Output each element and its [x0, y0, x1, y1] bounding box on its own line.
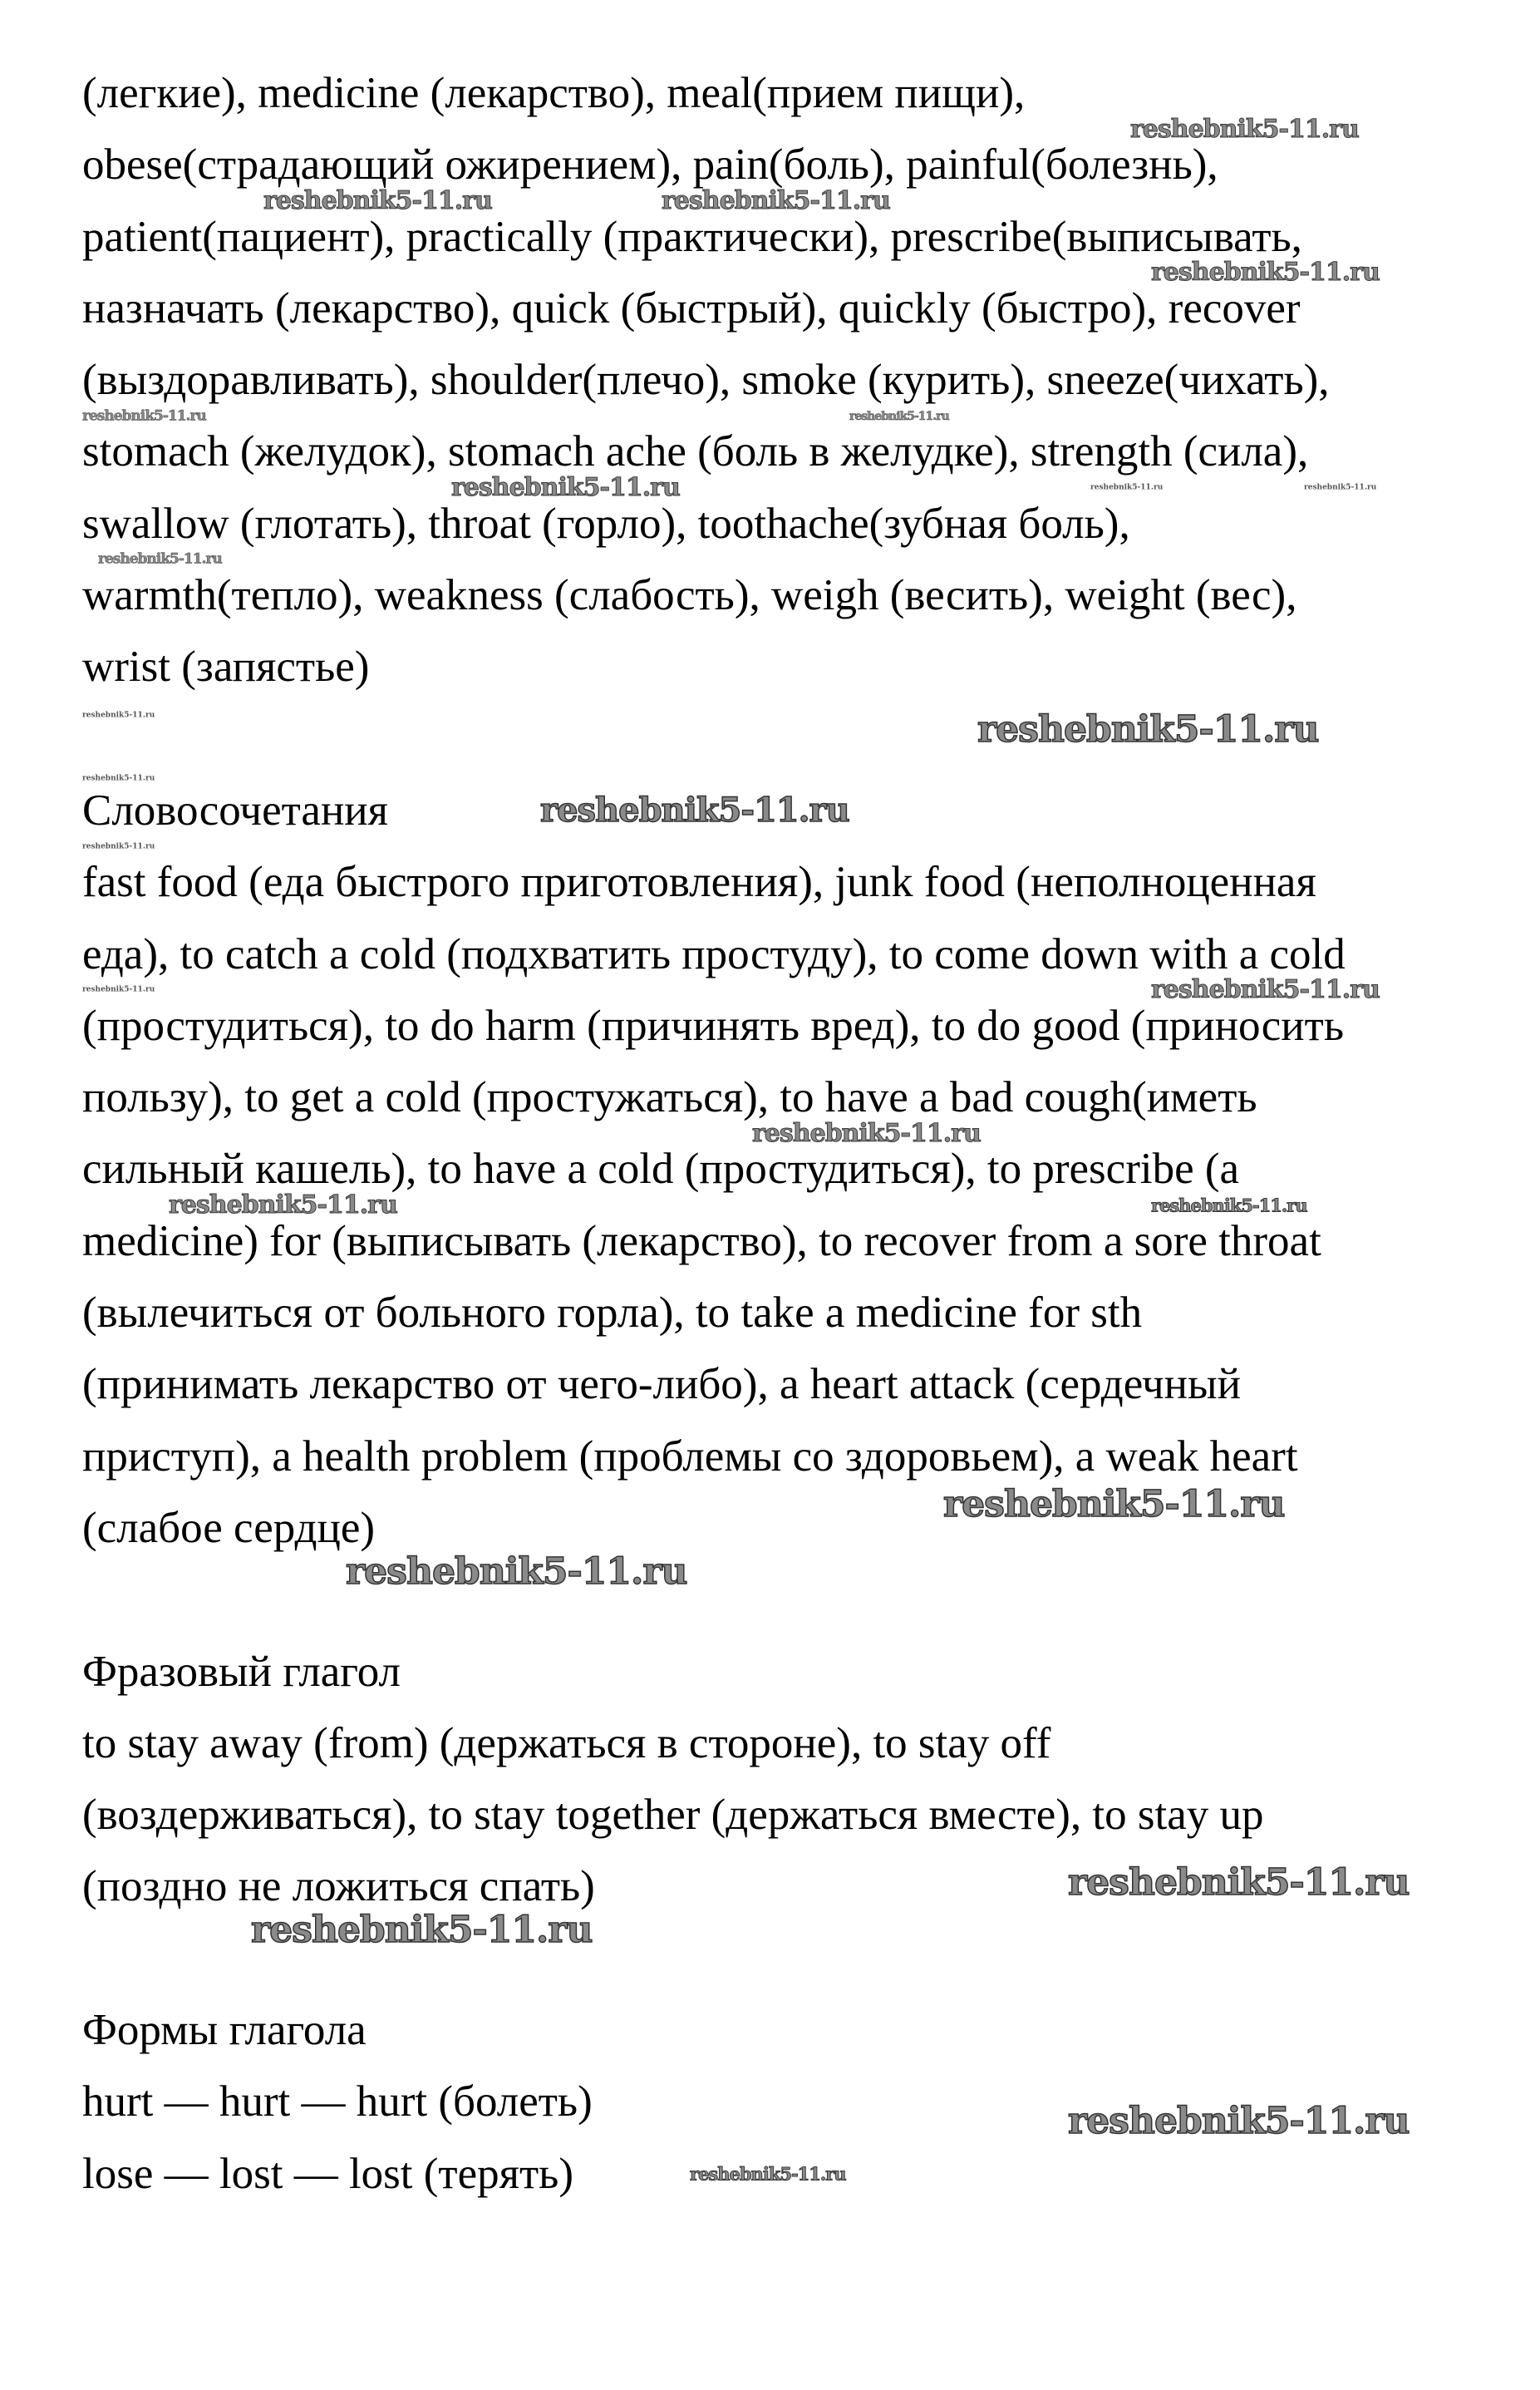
- blank-line: [82, 1578, 83, 1622]
- watermark: reshebnik5-11.ru: [662, 186, 890, 215]
- watermark: reshebnik5-11.ru: [82, 711, 155, 720]
- text-line: patient(пациент), practically (практически), prescribe(выписывать,: [82, 212, 1302, 261]
- text-line: fast food (еда быстрого приготовления), junk food (неполноценная: [82, 858, 1316, 907]
- section-heading-verb-forms: Формы глагола: [82, 2006, 367, 2055]
- watermark: reshebnik5-11.ru: [451, 473, 680, 502]
- watermark: reshebnik5-11.ru: [346, 1550, 687, 1593]
- watermark: reshebnik5-11.ru: [263, 186, 492, 215]
- text-line: сильный кашель), to have a cold (простудиться), to prescribe (a: [82, 1145, 1240, 1194]
- text-line: (воздерживаться), to stay together (держаться вместе), to stay up: [82, 1791, 1264, 1840]
- text-line: (легкие), medicine (лекарство), meal(прием пищи),: [82, 69, 1026, 117]
- text-line: stomach (желудок), stomach ache (боль в желудке), strength (сила),: [82, 427, 1309, 476]
- watermark: reshebnik5-11.ru: [752, 1119, 981, 1148]
- watermark: reshebnik5-11.ru: [1151, 975, 1380, 1004]
- text-line: (слабое сердце): [82, 1503, 376, 1552]
- watermark: reshebnik5-11.ru: [82, 774, 155, 783]
- watermark: reshebnik5-11.ru: [977, 708, 1319, 751]
- text-line: (поздно не ложиться спать): [82, 1862, 595, 1911]
- section-heading-phrasal-verb: Фразовый глагол: [82, 1647, 401, 1696]
- watermark: reshebnik5-11.ru: [98, 550, 222, 568]
- text-line: приступ), a health problem (проблемы со здоровьем), a weak heart: [82, 1432, 1298, 1481]
- text-line: to stay away (from) (держаться в стороне), to stay off: [82, 1718, 1051, 1767]
- watermark: reshebnik5-11.ru: [540, 791, 849, 830]
- text-line: (простудиться), to do harm (причинять вред), to do good (приносить: [82, 1001, 1345, 1050]
- section-heading-collocations: Словосочетания: [82, 786, 389, 835]
- text-line: назначать (лекарство), quick (быстрый), quickly (быстро), recover: [82, 283, 1301, 333]
- watermark: reshebnik5-11.ru: [849, 410, 949, 423]
- watermark: reshebnik5-11.ru: [1151, 258, 1380, 287]
- blank-line: [82, 1937, 83, 1981]
- watermark: reshebnik5-11.ru: [82, 842, 155, 851]
- text-line: obese(страдающий ожирением), pain(боль), painful(болезнь),: [82, 140, 1218, 190]
- watermark: reshebnik5-11.ru: [943, 1483, 1285, 1525]
- watermark: reshebnik5-11.ru: [82, 407, 206, 425]
- watermark: reshebnik5-11.ru: [690, 2163, 846, 2185]
- watermark: reshebnik5-11.ru: [1090, 483, 1164, 492]
- text-line: lose — lost — lost (терять): [82, 2149, 573, 2198]
- text-line: swallow (глотать), throat (горло), toothache(зубная боль),: [82, 499, 1130, 548]
- text-line: (принимать лекарство от чего-либо), a heart attack (сердечный: [82, 1360, 1241, 1409]
- watermark: reshebnik5-11.ru: [1130, 115, 1359, 144]
- watermark: reshebnik5-11.ru: [1151, 1195, 1307, 1216]
- watermark: reshebnik5-11.ru: [1304, 483, 1377, 492]
- watermark: reshebnik5-11.ru: [169, 1190, 397, 1220]
- text-line: (выздоравливать), shoulder(плечо), smoke (курить), sneeze(чихать),: [82, 356, 1330, 405]
- watermark: reshebnik5-11.ru: [1068, 2100, 1410, 2142]
- text-line: еда), to catch a cold (подхватить простуду), to come down with a cold: [82, 929, 1346, 978]
- watermark: reshebnik5-11.ru: [82, 985, 155, 994]
- text-line: wrist (запястье): [82, 643, 370, 692]
- watermark: reshebnik5-11.ru: [251, 1909, 593, 1951]
- blank-line: [82, 717, 83, 761]
- text-line: warmth(тепло), weakness (слабость), weigh (весить), weight (вес),: [82, 571, 1297, 620]
- text-line: пользу), to get a cold (простужаться), to have a bad cough(иметь: [82, 1073, 1257, 1122]
- text-line: medicine) for (выписывать (лекарство), to recover from a sore throat: [82, 1216, 1321, 1265]
- text-line: (вылечиться от больного горла), to take a medicine for sth: [82, 1289, 1143, 1338]
- text-line: hurt — hurt — hurt (болеть): [82, 2077, 593, 2126]
- watermark: reshebnik5-11.ru: [1068, 1861, 1410, 1904]
